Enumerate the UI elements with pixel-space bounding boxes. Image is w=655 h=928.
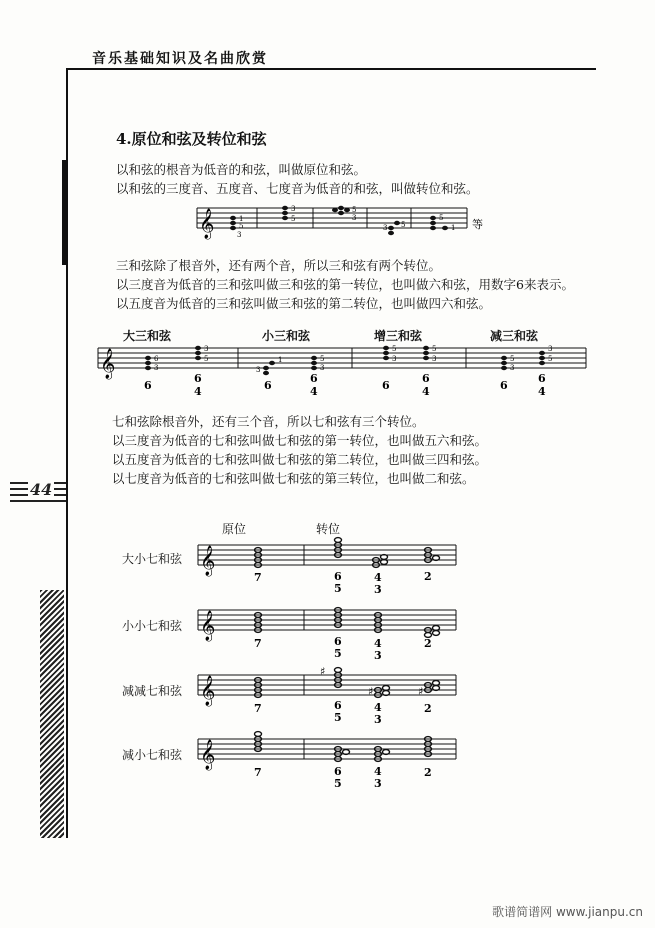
running-header: 音乐基础知识及名曲欣赏 — [92, 51, 268, 67]
para1-line2: 以和弦的三度音、五度音、七度音为低音的和弦，叫做转位和弦。 — [116, 181, 479, 196]
svg-text:6: 6 — [334, 635, 342, 648]
svg-text:5: 5 — [334, 711, 342, 724]
svg-text:4: 4 — [194, 385, 202, 398]
svg-text:4: 4 — [374, 765, 382, 778]
svg-text:2: 2 — [424, 702, 432, 715]
triad-label-augmented: 增三和弦 — [374, 329, 423, 343]
para3-line4: 以七度音为低音的七和弦叫做七和弦的第三转位，也叫做二和弦。 — [112, 471, 475, 486]
svg-text:7: 7 — [254, 571, 262, 584]
para3-line2: 以三度音为低音的七和弦叫做七和弦的第一转位，也叫做五六和弦。 — [112, 433, 488, 448]
svg-text:3: 3 — [374, 583, 382, 596]
para2-line3: 以五度音为低音的三和弦叫做三和弦的第二转位，也叫做四六和弦。 — [116, 296, 492, 311]
para3-line3: 以五度音为低音的七和弦叫做七和弦的第二转位，也叫做三四和弦。 — [112, 452, 488, 467]
para2-line1: 三和弦除了根音外，还有两个音，所以三和弦有两个转位。 — [116, 258, 442, 273]
header-root-position: 原位 — [222, 522, 247, 536]
svg-text:3: 3 — [291, 205, 296, 213]
svg-text:1: 1 — [451, 224, 456, 232]
para1-line1: 以和弦的根音为低音的和弦，叫做原位和弦。 — [116, 162, 367, 177]
svg-text:6: 6 — [144, 379, 152, 392]
svg-text:6: 6 — [382, 379, 390, 392]
treble-clef-icon: 𝄞 — [200, 740, 216, 770]
svg-text:1: 1 — [278, 356, 283, 364]
treble-clef-icon: 𝄞 — [100, 349, 116, 379]
svg-text:3: 3 — [204, 345, 209, 353]
svg-text:5: 5 — [401, 221, 406, 229]
treble-clef-icon: 𝄞 — [199, 209, 215, 239]
svg-text:4: 4 — [374, 637, 382, 650]
svg-text:3: 3 — [383, 224, 388, 232]
svg-text:5: 5 — [204, 355, 209, 363]
svg-text:3: 3 — [237, 231, 242, 239]
seventh-row-label-1: 大小七和弦 — [122, 552, 183, 566]
svg-text:3: 3 — [510, 364, 515, 372]
svg-text:5: 5 — [334, 777, 342, 790]
svg-text:3: 3 — [374, 649, 382, 662]
svg-text:6: 6 — [194, 372, 202, 385]
triad-label-minor: 小三和弦 — [262, 329, 311, 343]
svg-text:7: 7 — [254, 766, 262, 779]
svg-text:3: 3 — [548, 345, 553, 353]
header-inversion: 转位 — [316, 522, 341, 536]
page-number-marker — [10, 476, 66, 506]
treble-clef-icon: 𝄞 — [200, 546, 216, 576]
watermark: 歌谱简谱网 www.jianpu.cn — [492, 905, 643, 919]
svg-text:5: 5 — [548, 355, 553, 363]
example1-staff — [195, 198, 485, 244]
svg-text:6: 6 — [334, 765, 342, 778]
svg-text:3: 3 — [392, 355, 397, 363]
svg-text:5: 5 — [439, 214, 444, 222]
svg-text:2: 2 — [424, 766, 432, 779]
sharp-icon: ♯ — [320, 665, 326, 678]
svg-text:6: 6 — [334, 570, 342, 583]
triad-label-diminished: 减三和弦 — [490, 329, 539, 343]
svg-text:6: 6 — [154, 355, 159, 363]
section-title: 4.原位和弦及转位和弦 — [116, 130, 267, 148]
svg-text:6: 6 — [538, 372, 546, 385]
seventh-row-label-4: 减小七和弦 — [122, 748, 183, 762]
seventh-row-label-3: 减减七和弦 — [122, 684, 183, 698]
svg-text:2: 2 — [424, 637, 432, 650]
left-margin-rule — [66, 68, 68, 838]
svg-text:6: 6 — [422, 372, 430, 385]
svg-text:6: 6 — [500, 379, 508, 392]
svg-text:6: 6 — [264, 379, 272, 392]
svg-text:5: 5 — [352, 206, 357, 214]
svg-text:3: 3 — [374, 777, 382, 790]
svg-text:5: 5 — [510, 355, 515, 363]
svg-text:4: 4 — [538, 385, 546, 398]
seventh-row-label-2: 小小七和弦 — [122, 619, 183, 633]
svg-text:5: 5 — [334, 582, 342, 595]
svg-text:2: 2 — [424, 570, 432, 583]
para3-line1: 七和弦除根音外，还有三个音，所以七和弦有三个转位。 — [112, 414, 425, 429]
treble-clef-icon: 𝄞 — [200, 676, 216, 706]
example1-suffix: 等 — [472, 218, 483, 231]
page-number: 44 — [30, 480, 53, 499]
seventh-chord-staves — [196, 535, 466, 795]
treble-clef-icon: 𝄞 — [200, 611, 216, 641]
svg-text:3: 3 — [352, 214, 357, 222]
svg-text:4: 4 — [422, 385, 430, 398]
svg-text:6: 6 — [334, 699, 342, 712]
svg-text:4: 4 — [310, 385, 318, 398]
header-rule — [66, 68, 596, 70]
svg-text:5: 5 — [291, 215, 296, 223]
svg-text:4: 4 — [374, 571, 382, 584]
svg-text:3: 3 — [154, 364, 159, 372]
svg-text:3: 3 — [374, 713, 382, 726]
para2-line2: 以三度音为低音的三和弦叫做三和弦的第一转位，也叫做六和弦，用数字6来表示。 — [116, 277, 574, 292]
svg-text:3: 3 — [256, 366, 261, 374]
svg-text:5: 5 — [432, 345, 437, 353]
svg-text:6: 6 — [310, 372, 318, 385]
svg-text:5: 5 — [392, 345, 397, 353]
svg-text:5: 5 — [320, 355, 325, 363]
svg-text:7: 7 — [254, 637, 262, 650]
sharp-icon: ♯ — [418, 685, 424, 698]
triad-label-major: 大三和弦 — [123, 329, 172, 343]
triad-staff — [96, 340, 591, 400]
svg-text:5: 5 — [239, 222, 244, 230]
svg-text:7: 7 — [254, 702, 262, 715]
svg-text:3: 3 — [320, 364, 325, 372]
svg-text:1: 1 — [239, 215, 244, 223]
left-margin-thick — [62, 160, 66, 265]
sharp-icon: ♯ — [368, 685, 374, 698]
svg-text:3: 3 — [432, 355, 437, 363]
svg-text:4: 4 — [374, 701, 382, 714]
decorative-band — [40, 590, 64, 838]
svg-text:5: 5 — [334, 647, 342, 660]
